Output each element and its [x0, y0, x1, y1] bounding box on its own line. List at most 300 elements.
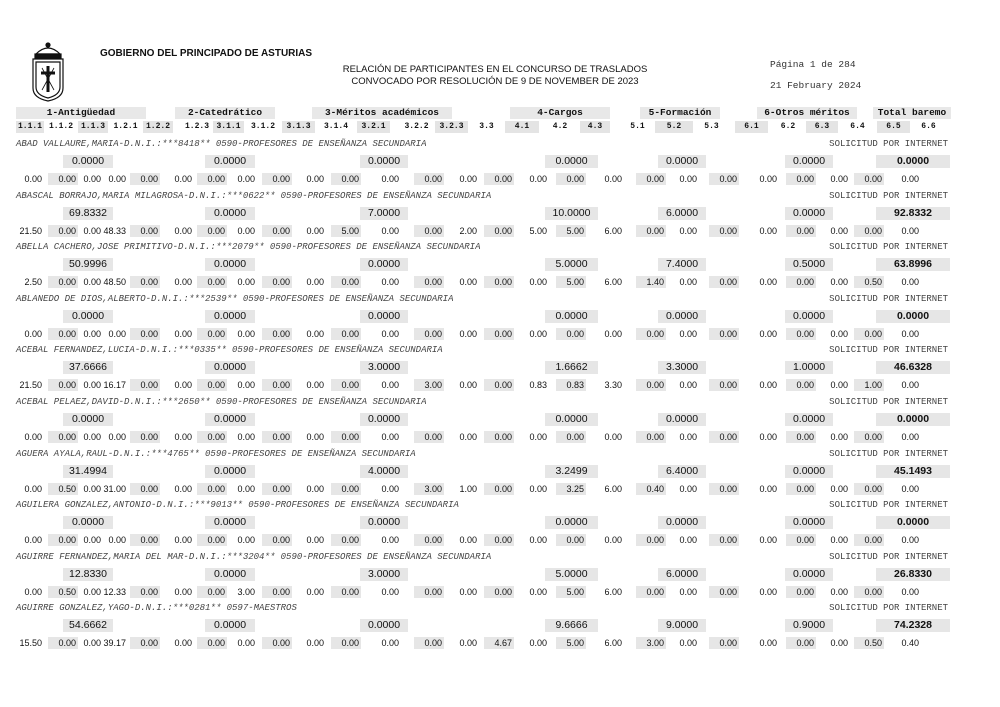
column-group-header: 3-Méritos académicos	[312, 107, 452, 119]
group-subtotal: 3.3000	[658, 361, 706, 374]
score-cell: 0.00	[484, 225, 514, 237]
group-subtotal: 0.5000	[785, 258, 833, 271]
score-cell: 0.00	[83, 380, 101, 391]
score-cell: 0.00	[636, 328, 666, 340]
score-cell: 0.00	[174, 483, 192, 494]
score-cell: 0.00	[414, 586, 444, 598]
group-subtotal: 0.0000	[360, 413, 408, 426]
score-cell: 0.00	[331, 431, 361, 443]
group-subtotal: 0.0000	[205, 619, 255, 632]
score-cell: 0.00	[306, 380, 324, 391]
score-cell: 0.00	[529, 638, 547, 649]
score-cell: 0.00	[108, 432, 126, 442]
column-subheader: 1.1.3	[78, 121, 108, 133]
score-cell: 0.00	[529, 535, 547, 546]
score-cell: 0.00	[636, 534, 666, 546]
group-subtotal: 0.0000	[205, 361, 255, 374]
group-subtotal: 9.0000	[658, 619, 706, 632]
group-subtotal: 4.0000	[360, 465, 408, 478]
score-cell: 0.00	[83, 225, 101, 236]
score-cell: 2.00	[459, 225, 477, 236]
group-subtotal: 6.0000	[658, 568, 706, 581]
score-cell: 0.00	[854, 483, 884, 495]
score-cell: 0.00	[83, 277, 101, 288]
score-cell: 0.00	[48, 534, 78, 546]
score-cell: 0.00	[83, 174, 101, 184]
score-cell: 0.00	[414, 225, 444, 237]
group-subtotal: 0.0000	[63, 413, 113, 426]
score-cell: 0.00	[709, 637, 739, 649]
group-subtotal: 0.9000	[785, 619, 833, 632]
group-subtotal: 7.0000	[360, 207, 408, 220]
participant-label: ABASCAL BORRAJO,MARIA MILAGROSA-D.N.I.:***0622** 0590-PROFESORES DE ENSEÑANZA SECUNDARIA	[16, 190, 492, 201]
score-cell: 0.00	[459, 380, 477, 391]
score-cell: 0.00	[679, 638, 697, 649]
score-cell: 0.00	[459, 535, 477, 546]
score-cell: 0.00	[237, 535, 255, 546]
score-cell: 0.00	[174, 328, 192, 339]
score-cell: 0.00	[130, 276, 160, 288]
column-group-header: Total baremo	[873, 107, 951, 119]
score-cell: 0.00	[306, 535, 324, 546]
score-cell: 0.00	[130, 534, 160, 546]
score-cell: 0.00	[854, 225, 884, 237]
group-subtotal: 6.0000	[658, 207, 706, 220]
column-subheader: 5.1	[630, 122, 645, 131]
score-cell: 0.00	[130, 328, 160, 340]
score-cell: 0.83	[556, 379, 586, 391]
score-cell: 0.00	[709, 276, 739, 288]
score-cell: 2.50	[24, 277, 42, 288]
score-cell: 0.00	[484, 586, 514, 598]
score-cell: 0.00	[108, 328, 126, 339]
score-cell: 0.00	[381, 432, 399, 442]
score-cell: 0.00	[48, 276, 78, 288]
score-cell: 0.00	[786, 431, 816, 443]
group-subtotal: 1.6662	[545, 361, 598, 374]
score-cell: 48.50	[103, 277, 126, 288]
group-subtotal: 0.0000	[785, 465, 833, 478]
score-cell: 0.00	[709, 586, 739, 598]
group-subtotal: 0.0000	[360, 516, 408, 529]
group-subtotal: 0.0000	[545, 413, 598, 426]
score-cell: 0.00	[24, 328, 42, 339]
score-cell: 0.00	[786, 379, 816, 391]
column-subheader: 6.4	[850, 122, 865, 131]
application-status: SOLICITUD POR INTERNET	[829, 139, 948, 149]
participant-label: ACEBAL FERNANDEZ,LUCIA-D.N.I.:***0335** 0590-PROFESORES DE ENSEÑANZA SECUNDARIA	[16, 345, 443, 356]
score-cell: 0.00	[484, 276, 514, 288]
score-cell: 0.00	[901, 225, 919, 236]
score-cell: 0.00	[381, 638, 399, 649]
score-cell: 0.40	[636, 483, 666, 495]
group-subtotal: 0.0000	[205, 465, 255, 478]
column-group-header: 6-Otros méritos	[757, 107, 857, 119]
score-cell: 0.00	[262, 173, 292, 185]
group-subtotal: 0.0000	[785, 310, 833, 323]
score-cell: 0.00	[197, 276, 227, 288]
score-cell: 0.00	[174, 174, 192, 184]
score-cell: 0.00	[459, 638, 477, 649]
group-subtotal: 0.0000	[63, 155, 113, 168]
score-cell: 0.00	[901, 174, 919, 184]
score-cell: 5.00	[556, 225, 586, 237]
score-cell: 0.50	[48, 586, 78, 598]
column-subheader: 4.2	[552, 122, 568, 131]
score-cell: 0.00	[306, 638, 324, 649]
score-cell: 0.00	[381, 586, 399, 597]
score-cell: 0.00	[381, 174, 399, 184]
score-cell: 0.00	[306, 483, 324, 494]
score-cell: 0.00	[237, 380, 255, 391]
column-subheader: 3.1.3	[282, 121, 315, 133]
group-subtotal: 10.0000	[545, 207, 598, 220]
group-subtotal: 69.8332	[63, 207, 113, 220]
group-subtotal: 0.0000	[205, 568, 255, 581]
score-cell: 1.40	[636, 276, 666, 288]
score-cell: 6.00	[604, 277, 622, 288]
score-cell: 0.00	[786, 173, 816, 185]
score-cell: 6.00	[604, 225, 622, 236]
score-cell: 0.00	[24, 174, 42, 184]
score-cell: 0.50	[854, 276, 884, 288]
score-cell: 0.00	[197, 483, 227, 495]
score-cell: 5.00	[556, 586, 586, 598]
score-cell: 0.00	[306, 225, 324, 236]
score-cell: 0.00	[237, 174, 255, 184]
total-score: 74.2328	[876, 619, 950, 632]
score-cell: 0.00	[83, 638, 101, 649]
score-cell: 0.00	[174, 380, 192, 391]
column-subheader: 1.1.2	[48, 122, 73, 131]
score-cell: 0.00	[414, 173, 444, 185]
score-cell: 0.00	[197, 173, 227, 185]
score-cell: 0.00	[604, 432, 622, 442]
score-cell: 0.00	[459, 277, 477, 288]
score-cell: 0.00	[331, 379, 361, 391]
column-subheader: 3.2.3	[435, 121, 468, 133]
score-cell: 0.00	[759, 535, 777, 546]
column-subheader: 6.3	[806, 121, 838, 133]
score-cell: 3.00	[414, 379, 444, 391]
score-cell: 0.00	[130, 586, 160, 598]
group-subtotal: 0.0000	[785, 516, 833, 529]
score-cell: 1.00	[459, 483, 477, 494]
score-cell: 0.00	[901, 586, 919, 597]
score-cell: 0.00	[529, 432, 547, 442]
score-cell: 3.25	[556, 483, 586, 495]
column-subheader: 1.2.1	[113, 122, 138, 131]
score-cell: 0.00	[786, 483, 816, 495]
application-status: SOLICITUD POR INTERNET	[829, 242, 948, 253]
group-subtotal: 0.0000	[545, 310, 598, 323]
asturias-crest-logo	[28, 40, 68, 102]
score-cell: 0.00	[484, 483, 514, 495]
group-subtotal: 50.9996	[63, 258, 113, 271]
score-cell: 0.00	[381, 328, 399, 339]
group-subtotal: 0.0000	[658, 310, 706, 323]
score-cell: 0.00	[414, 431, 444, 443]
column-subheader: 3.2.2	[404, 122, 429, 131]
score-cell: 0.00	[901, 277, 919, 288]
score-cell: 0.00	[306, 174, 324, 184]
group-subtotal: 0.0000	[205, 310, 255, 323]
score-cell: 0.00	[414, 328, 444, 340]
score-cell: 0.00	[459, 174, 477, 184]
score-cell: 0.00	[174, 432, 192, 442]
group-subtotal: 31.4994	[63, 465, 113, 478]
group-subtotal: 0.0000	[205, 207, 255, 220]
group-subtotal: 0.0000	[360, 155, 408, 168]
score-cell: 0.00	[679, 535, 697, 546]
score-cell: 0.00	[484, 328, 514, 340]
score-cell: 0.00	[484, 379, 514, 391]
participant-label: ABLANEDO DE DIOS,ALBERTO-D.N.I.:***2539** 0590-PROFESORES DE ENSEÑANZA SECUNDARIA	[16, 293, 454, 304]
column-subheader: 6.1	[735, 121, 768, 133]
score-cell: 0.00	[709, 379, 739, 391]
score-cell: 5.00	[556, 637, 586, 649]
score-cell: 0.00	[529, 174, 547, 184]
column-subheader: 4.1	[505, 121, 539, 133]
column-subheader: 4.3	[580, 121, 610, 133]
page-number: Página 1 de 284	[770, 59, 856, 70]
score-cell: 0.00	[381, 483, 399, 494]
score-cell: 0.00	[901, 535, 919, 546]
score-cell: 0.00	[901, 483, 919, 494]
application-status: SOLICITUD POR INTERNET	[829, 500, 948, 511]
column-subheader: 3.1.1	[213, 121, 244, 133]
score-cell: 0.00	[786, 637, 816, 649]
score-cell: 0.00	[459, 328, 477, 339]
score-cell: 0.40	[901, 638, 919, 649]
score-cell: 0.00	[48, 225, 78, 237]
score-cell: 0.00	[759, 432, 777, 442]
score-cell: 6.00	[604, 483, 622, 494]
score-cell: 0.00	[306, 328, 324, 339]
group-subtotal: 0.0000	[658, 516, 706, 529]
score-cell: 0.00	[237, 638, 255, 649]
score-cell: 0.00	[262, 328, 292, 340]
column-group-header: 1-Antigüedad	[16, 107, 146, 119]
score-cell: 0.00	[237, 328, 255, 339]
column-subheader: 3.1.2	[250, 122, 275, 131]
score-cell: 0.00	[24, 586, 42, 597]
score-cell: 0.00	[529, 328, 547, 339]
group-subtotal: 0.0000	[785, 207, 833, 220]
score-cell: 0.00	[24, 432, 42, 442]
score-cell: 0.00	[604, 328, 622, 339]
score-cell: 0.00	[830, 483, 848, 494]
total-score: 46.6328	[876, 361, 950, 374]
score-cell: 4.67	[484, 637, 514, 649]
score-cell: 0.00	[262, 276, 292, 288]
score-cell: 3.00	[237, 586, 255, 597]
score-cell: 0.00	[130, 379, 160, 391]
score-cell: 0.00	[854, 586, 884, 598]
score-cell: 3.00	[636, 637, 666, 649]
group-subtotal: 37.6666	[63, 361, 113, 374]
group-subtotal: 3.2499	[545, 465, 598, 478]
application-status: SOLICITUD POR INTERNET	[829, 190, 948, 201]
score-cell: 0.00	[679, 225, 697, 236]
score-cell: 0.00	[331, 276, 361, 288]
score-cell: 0.00	[709, 534, 739, 546]
score-cell: 0.00	[604, 535, 622, 546]
score-cell: 0.00	[830, 432, 848, 442]
score-cell: 0.00	[108, 174, 126, 184]
score-cell: 0.00	[459, 586, 477, 597]
score-cell: 0.00	[854, 328, 884, 340]
score-cell: 0.00	[381, 535, 399, 546]
score-cell: 31.00	[103, 483, 126, 494]
score-cell: 0.00	[679, 432, 697, 442]
score-cell: 39.17	[103, 638, 126, 649]
score-cell: 0.00	[197, 586, 227, 598]
score-cell: 0.00	[786, 586, 816, 598]
column-subheader: 6.2	[780, 122, 796, 131]
group-subtotal: 0.0000	[545, 516, 598, 529]
application-status: SOLICITUD POR INTERNET	[829, 448, 948, 459]
total-score: 0.0000	[876, 516, 950, 529]
participant-label: AGUILERA GONZALEZ,ANTONIO-D.N.I.:***9013** 0590-PROFESORES DE ENSEÑANZA SECUNDARIA	[16, 500, 459, 511]
score-cell: 0.00	[679, 328, 697, 339]
score-cell: 0.00	[262, 637, 292, 649]
application-status: SOLICITUD POR INTERNET	[829, 603, 948, 614]
score-cell: 0.50	[854, 637, 884, 649]
score-cell: 0.00	[174, 225, 192, 236]
score-cell: 0.00	[556, 173, 586, 185]
column-subheader: 3.2.1	[357, 121, 390, 133]
score-cell: 0.00	[262, 534, 292, 546]
score-cell: 5.00	[556, 276, 586, 288]
score-cell: 0.00	[786, 534, 816, 546]
score-cell: 0.00	[759, 225, 777, 236]
score-cell: 6.00	[604, 638, 622, 649]
participant-label: ABAD VALLAURE,MARIA-D.N.I.:***8418** 0590-PROFESORES DE ENSEÑANZA SECUNDARIA	[16, 139, 427, 149]
score-cell: 16.17	[103, 380, 126, 391]
score-cell: 0.00	[679, 483, 697, 494]
score-cell: 0.00	[83, 586, 101, 597]
group-subtotal: 5.0000	[545, 258, 598, 271]
score-cell: 0.00	[830, 277, 848, 288]
application-status: SOLICITUD POR INTERNET	[829, 551, 948, 562]
score-cell: 0.00	[786, 328, 816, 340]
application-status: SOLICITUD POR INTERNET	[829, 345, 948, 356]
score-cell: 0.00	[636, 173, 666, 185]
score-cell: 0.00	[331, 483, 361, 495]
group-subtotal: 0.0000	[205, 516, 255, 529]
score-cell: 0.00	[854, 173, 884, 185]
score-cell: 0.00	[709, 328, 739, 340]
score-cell: 0.00	[830, 380, 848, 391]
score-cell: 0.00	[306, 586, 324, 597]
score-cell: 0.00	[130, 225, 160, 237]
score-cell: 0.00	[854, 534, 884, 546]
score-cell: 0.00	[306, 432, 324, 442]
score-cell: 0.00	[262, 431, 292, 443]
score-cell: 0.00	[24, 483, 42, 494]
group-subtotal: 9.6666	[545, 619, 598, 632]
total-score: 0.0000	[876, 413, 950, 426]
score-cell: 0.00	[331, 637, 361, 649]
score-cell: 5.00	[529, 225, 547, 236]
total-score: 92.8332	[876, 207, 950, 220]
group-subtotal: 0.0000	[63, 310, 113, 323]
group-subtotal: 0.0000	[360, 619, 408, 632]
score-cell: 0.00	[636, 379, 666, 391]
score-cell: 0.00	[854, 431, 884, 443]
column-subheader: 1.2.3	[184, 122, 209, 131]
score-cell: 0.00	[679, 174, 697, 184]
participant-label: ABELLA CACHERO,JOSE PRIMITIVO-D.N.I.:***2079** 0590-PROFESORES DE ENSEÑANZA SECUNDARIA	[16, 242, 481, 253]
score-cell: 0.00	[786, 225, 816, 237]
score-cell: 0.00	[381, 277, 399, 288]
score-cell: 0.00	[24, 535, 42, 546]
score-cell: 3.00	[414, 483, 444, 495]
score-cell: 0.00	[786, 276, 816, 288]
score-cell: 0.00	[759, 174, 777, 184]
score-cell: 0.00	[604, 174, 622, 184]
column-subheader: 1.1.1	[17, 122, 42, 131]
group-subtotal: 0.0000	[545, 155, 598, 168]
group-subtotal: 3.0000	[360, 361, 408, 374]
total-score: 0.0000	[876, 155, 950, 168]
group-subtotal: 0.0000	[205, 258, 255, 271]
score-cell: 0.00	[381, 225, 399, 236]
column-subheader: 3.1.4	[323, 122, 348, 131]
total-score: 26.8330	[876, 568, 950, 581]
group-subtotal: 12.8330	[63, 568, 113, 581]
score-cell: 0.00	[174, 638, 192, 649]
score-cell: 0.00	[237, 225, 255, 236]
total-score: 0.0000	[876, 310, 950, 323]
total-score: 63.8996	[876, 258, 950, 271]
score-cell: 0.00	[414, 637, 444, 649]
score-cell: 0.00	[381, 380, 399, 391]
score-cell: 0.00	[83, 432, 101, 442]
score-cell: 0.00	[48, 431, 78, 443]
score-cell: 0.50	[48, 483, 78, 495]
score-cell: 0.00	[130, 173, 160, 185]
score-cell: 0.00	[262, 483, 292, 495]
score-cell: 0.00	[197, 534, 227, 546]
group-subtotal: 0.0000	[205, 413, 255, 426]
score-cell: 0.00	[262, 225, 292, 237]
score-cell: 0.00	[529, 483, 547, 494]
score-cell: 0.00	[197, 225, 227, 237]
score-cell: 0.00	[484, 534, 514, 546]
score-cell: 0.00	[262, 586, 292, 598]
group-subtotal: 7.4000	[658, 258, 706, 271]
organization-name: GOBIERNO DEL PRINCIPADO DE ASTURIAS	[100, 48, 313, 59]
score-cell: 0.00	[830, 225, 848, 236]
score-cell: 0.00	[237, 483, 255, 494]
score-cell: 0.00	[83, 535, 101, 546]
report-date: 21 February 2024	[770, 80, 862, 91]
score-cell: 0.00	[529, 586, 547, 597]
group-subtotal: 0.0000	[360, 310, 408, 323]
column-subheader: 1.2.2	[143, 121, 173, 133]
score-cell: 0.00	[636, 586, 666, 598]
score-cell: 0.00	[830, 638, 848, 649]
score-cell: 3.30	[604, 380, 622, 391]
score-cell: 0.00	[414, 534, 444, 546]
score-cell: 0.00	[529, 277, 547, 288]
score-cell: 0.00	[130, 483, 160, 495]
score-cell: 0.00	[414, 276, 444, 288]
score-cell: 0.00	[130, 431, 160, 443]
group-subtotal: 3.0000	[360, 568, 408, 581]
